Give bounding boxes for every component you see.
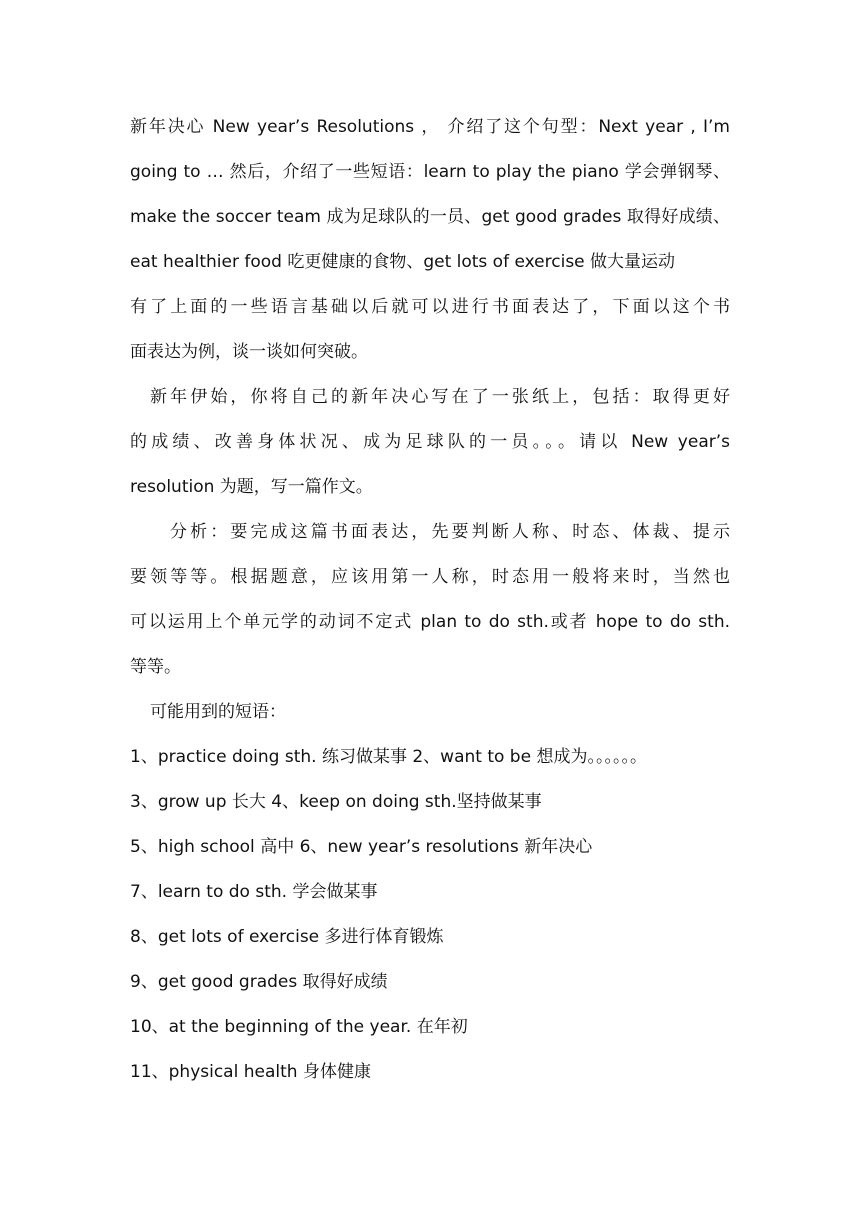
phrase-item: 7、learn to do sth. 学会做某事 bbox=[130, 882, 378, 902]
intro-line: 新年决心 New year’s Resolutions ， 介绍了这个句型：Next year , I’m bbox=[130, 117, 730, 137]
intro-line: 面表达为例，谈一谈如何突破。 bbox=[130, 342, 368, 362]
task-paragraph bbox=[130, 375, 730, 510]
phrases-heading: 可能用到的短语： bbox=[150, 702, 286, 722]
phrase-item: 9、get good grades 取得好成绩 bbox=[130, 972, 388, 992]
intro-line: eat healthier food 吃更健康的食物、get lots of exercise 做大量运动 bbox=[130, 252, 676, 272]
intro-paragraph bbox=[130, 105, 730, 375]
document-body bbox=[130, 105, 730, 1095]
intro-line: 有了上面的一些语言基础以后就可以进行书面表达了，下面以这个书 bbox=[130, 297, 730, 317]
analysis-line: 可以运用上个单元学的动词不定式 plan to do sth.或者 hope to do sth. bbox=[130, 612, 730, 632]
analysis-line: 要领等等。根据题意，应该用第一人称，时态用一般将来时，当然也 bbox=[130, 567, 730, 587]
task-line: 的成绩、改善身体状况、成为足球队的一员。。。请以 New year’s bbox=[130, 432, 730, 452]
phrase-item: 8、get lots of exercise 多进行体育锻炼 bbox=[130, 927, 444, 947]
phrase-item: 1、practice doing sth. 练习做某事 2、want to be 想成为。。。。。。 bbox=[130, 747, 647, 767]
task-line: resolution 为题，写一篇作文。 bbox=[130, 477, 373, 497]
analysis-line: 分析：要完成这篇书面表达，先要判断人称、时态、体裁、提示 bbox=[170, 522, 730, 542]
phrase-item: 3、grow up 长大 4、keep on doing sth.坚持做某事 bbox=[130, 792, 542, 812]
phrase-item: 5、high school 高中 6、new year’s resolutions 新年决心 bbox=[130, 837, 593, 857]
analysis-paragraph bbox=[130, 510, 730, 690]
intro-line: going to … 然后，介绍了一些短语：learn to play the piano 学会弹钢琴、 bbox=[130, 162, 730, 182]
phrases-section bbox=[130, 690, 730, 1095]
analysis-line: 等等。 bbox=[130, 657, 181, 677]
phrase-item: 10、at the beginning of the year. 在年初 bbox=[130, 1017, 468, 1037]
intro-line: make the soccer team 成为足球队的一员、get good grades 取得好成绩、 bbox=[130, 207, 730, 227]
task-line: 新年伊始，你将自己的新年决心写在了一张纸上，包括：取得更好 bbox=[150, 387, 730, 407]
phrase-item: 11、physical health 身体健康 bbox=[130, 1062, 371, 1082]
